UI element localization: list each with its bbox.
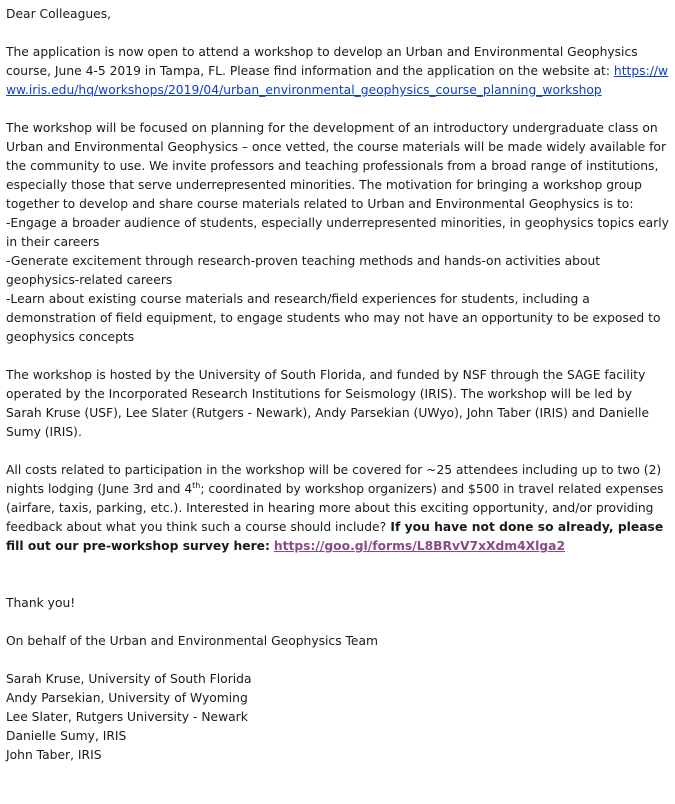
bullet-item: -Engage a broader audience of students, especially underrepresented minorities, in geophysics topics early in their careers: [6, 216, 669, 249]
costs-paragraph: [6, 461, 669, 556]
spacer: [6, 613, 669, 632]
costs-text-2: ; coordinated by workshop organizers) and $500 in travel related expenses (airfare, taxis, parking, etc.). Interested in hearing more about this exciting opportunity, and/or providing feedback about what you think such a course should include?: [6, 482, 664, 534]
survey-callout: If you have not done so already, please fill out our pre-workshop survey here:: [6, 520, 664, 553]
signature-line: Danielle Sumy, IRIS: [6, 729, 127, 743]
spacer: [6, 24, 669, 43]
spacer: [6, 651, 669, 670]
signature-line: John Taber, IRIS: [6, 748, 102, 762]
spacer: [6, 556, 669, 594]
signature-line: Andy Parsekian, University of Wyoming: [6, 691, 248, 705]
signature-line: Sarah Kruse, University of South Florida: [6, 672, 252, 686]
spacer: [6, 100, 669, 119]
bullet-item: -Learn about existing course materials and research/field experiences for students, including a demonstration of field equipment, to engage students who may not have an opportunity to be exposed to geophysics concepts: [6, 292, 661, 344]
bullet-item: -Generate excitement through research-proven teaching methods and hands-on activities about geophysics-related careers: [6, 254, 601, 287]
survey-link[interactable]: https://goo.gl/forms/L8BRvV7xXdm4Xlga2: [273, 539, 566, 553]
thanks-line: Thank you!: [6, 596, 76, 610]
intro-paragraph: [6, 43, 669, 100]
motivation-paragraph: The workshop will be focused on planning for the development of an introductory undergraduate class on Urban and Environmental Geophysics – once vetted, the course materials will be made widely available for the community to use. We invite professors and teaching professionals from a broad range of institutions, especially those that serve underrepresented minorities. The motivation for bringing a workshop group together to develop and share course materials related to Urban and Environmental Geophysics is to:: [6, 121, 667, 211]
signature-line: Lee Slater, Rutgers University - Newark: [6, 710, 248, 724]
spacer: [6, 347, 669, 366]
intro-text: The application is now open to attend a workshop to develop an Urban and Environmental Geophysics course, June 4-5 2019 in Tampa, FL. Please find information and the application on the website at:: [6, 45, 638, 78]
greeting: Dear Colleagues,: [6, 7, 112, 21]
costs-text-1: All costs related to participation in the workshop will be covered for ~25 attendees including up to two (2) nights lodging (June 3rd and 4: [6, 463, 662, 496]
workshop-website-link[interactable]: https://www.iris.edu/hq/workshops/2019/04/urban_environmental_geophysics_course_planning_workshop: [6, 64, 669, 97]
spacer: [6, 442, 669, 461]
superscript-th: th: [192, 481, 201, 490]
host-paragraph: The workshop is hosted by the University of South Florida, and funded by NSF through the SAGE facility operated by the Incorporated Research Institutions for Seismology (IRIS). The workshop will be led by Sarah Kruse (USF), Lee Slater (Rutgers - Newark), Andy Parsekian (UWyo), John Taber (IRIS) and Danielle Sumy (IRIS).: [6, 368, 650, 439]
behalf-line: On behalf of the Urban and Environmental Geophysics Team: [6, 634, 379, 648]
